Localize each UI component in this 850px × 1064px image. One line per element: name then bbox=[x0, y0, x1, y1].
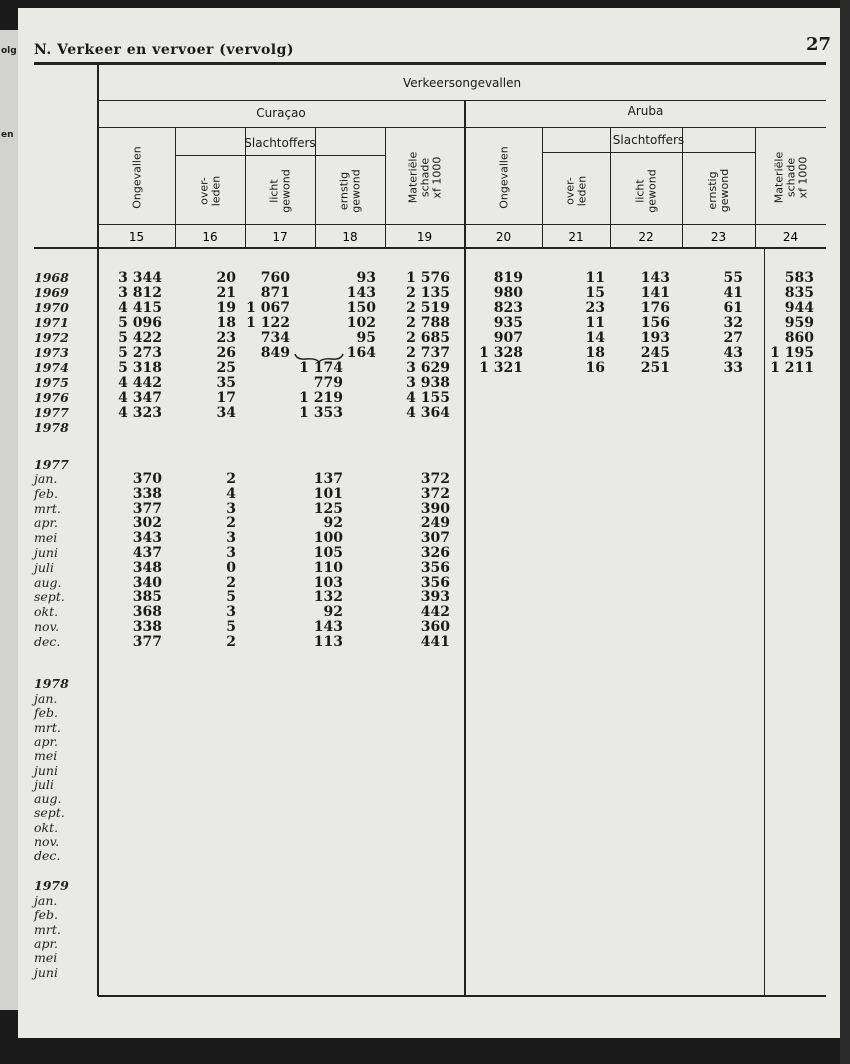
section-label-year: 1978 bbox=[34, 676, 69, 691]
table-cell: 17 bbox=[216, 390, 236, 406]
prev-page-fragment: olg bbox=[1, 46, 17, 56]
table-cell: 348 bbox=[132, 559, 162, 576]
table-cell: 25 bbox=[216, 360, 236, 376]
row-label-month: juni bbox=[34, 964, 58, 980]
header-verkeersongevallen: Verkeersongevallen bbox=[402, 76, 522, 90]
table-cell: 61 bbox=[723, 300, 743, 316]
row-label-year: 1972 bbox=[34, 330, 69, 345]
column-header-overleden: over- leden bbox=[197, 175, 222, 206]
table-cell: 150 bbox=[346, 300, 376, 316]
table-cell: 18 bbox=[585, 345, 605, 361]
column-number: 19 bbox=[416, 230, 433, 244]
table-cell: 245 bbox=[640, 345, 670, 361]
table-cell: 92 bbox=[323, 604, 343, 621]
row-label-year: 1975 bbox=[34, 375, 69, 390]
table-cell: 35 bbox=[216, 375, 236, 391]
column-header-ongevallen: Ongevallen bbox=[496, 145, 510, 209]
table-cell: 143 bbox=[313, 619, 343, 635]
table-cell: 251 bbox=[640, 360, 670, 376]
table-cell: 356 bbox=[420, 559, 450, 576]
column-header-licht: licht gewond bbox=[633, 168, 658, 213]
column-header-ernstig: ernstig gewond bbox=[337, 168, 362, 213]
row-label-month: mei bbox=[34, 748, 58, 764]
table-cell: 944 bbox=[784, 300, 814, 316]
row-label-month: dec. bbox=[34, 848, 61, 864]
table-cell: 15 bbox=[585, 285, 605, 301]
table-cell: 110 bbox=[313, 559, 343, 576]
rule bbox=[98, 127, 826, 128]
table-cell: 307 bbox=[420, 530, 450, 547]
table-cell: 26 bbox=[216, 345, 236, 361]
table-cell: 1 328 bbox=[479, 345, 523, 361]
column-header-licht: licht gewond bbox=[267, 168, 292, 213]
section-label-year: 1977 bbox=[34, 457, 69, 472]
row-label-month: mrt. bbox=[34, 500, 61, 516]
table-cell: 3 629 bbox=[406, 360, 450, 376]
table-cell: 4 bbox=[226, 485, 236, 502]
table-cell: 141 bbox=[640, 285, 670, 301]
table-cell: 372 bbox=[420, 471, 450, 487]
page-edge bbox=[840, 0, 850, 1064]
table-cell: 20 bbox=[216, 270, 236, 286]
table-cell: 3 938 bbox=[406, 375, 450, 391]
row-label-month: okt. bbox=[34, 604, 59, 620]
table-cell: 23 bbox=[216, 330, 236, 346]
table-cell: 27 bbox=[723, 330, 743, 346]
table-cell: 2 bbox=[226, 574, 236, 591]
table-cell: 959 bbox=[784, 315, 814, 331]
table-cell: 5 bbox=[226, 589, 236, 606]
table-cell: 92 bbox=[323, 515, 343, 532]
table-cell: 23 bbox=[585, 300, 605, 316]
row-label-month: apr. bbox=[34, 515, 59, 531]
header-slachtoffers-aruba: Slachtoffers bbox=[612, 133, 685, 147]
table-cell: 368 bbox=[132, 604, 162, 621]
header-aruba: Aruba bbox=[627, 104, 664, 118]
rule bbox=[98, 995, 826, 997]
previous-page-edge bbox=[0, 30, 19, 1010]
prev-page-fragment: en bbox=[1, 130, 14, 140]
row-label-month: juli bbox=[34, 559, 54, 575]
table-cell: 1 321 bbox=[479, 360, 523, 376]
table-cell: 360 bbox=[420, 619, 450, 635]
table-cell: 372 bbox=[420, 485, 450, 502]
table-cell: 2 bbox=[226, 471, 236, 487]
table-cell: 100 bbox=[313, 530, 343, 547]
table-cell: 385 bbox=[132, 589, 162, 606]
table-cell: 19 bbox=[216, 300, 236, 316]
table-cell: 935 bbox=[493, 315, 523, 331]
rule bbox=[98, 100, 826, 101]
rule bbox=[34, 62, 826, 65]
table-cell: 760 bbox=[260, 270, 290, 286]
column-number: 23 bbox=[710, 230, 727, 244]
table-cell: 4 442 bbox=[118, 375, 162, 391]
row-label-year: 1970 bbox=[34, 300, 69, 315]
row-label-month: juni bbox=[34, 545, 58, 560]
table-cell: 125 bbox=[313, 500, 343, 517]
table-cell: 3 bbox=[226, 500, 236, 517]
row-label-month: dec. bbox=[34, 633, 61, 649]
row-label-year: 1969 bbox=[34, 285, 69, 300]
table-cell: 18 bbox=[216, 315, 236, 331]
table-cell: 734 bbox=[260, 330, 290, 346]
table-cell: 4 323 bbox=[118, 405, 162, 421]
row-label-month: apr. bbox=[34, 733, 59, 749]
row-label-month: feb. bbox=[34, 907, 58, 923]
row-label-month: apr. bbox=[34, 935, 59, 951]
table-cell: 43 bbox=[723, 345, 743, 361]
table-cell: 93 bbox=[356, 270, 376, 286]
row-label-month: sept. bbox=[34, 589, 65, 605]
column-number: 18 bbox=[342, 230, 358, 244]
row-label-year: 1976 bbox=[34, 390, 69, 405]
table-cell: 176 bbox=[640, 300, 670, 316]
table-cell: 4 415 bbox=[118, 300, 162, 316]
table-cell: 1 219 bbox=[299, 390, 343, 406]
rule bbox=[542, 152, 755, 153]
table-cell: 143 bbox=[640, 270, 670, 286]
row-label-year: 1978 bbox=[34, 420, 69, 435]
table-cell: 193 bbox=[640, 330, 670, 346]
table-cell: 377 bbox=[132, 500, 162, 517]
table-cell: 1 122 bbox=[246, 315, 290, 331]
row-label-year: 1973 bbox=[34, 345, 69, 360]
table-cell: 2 519 bbox=[406, 300, 450, 316]
table-cell: 3 812 bbox=[118, 285, 162, 301]
table-cell: 101 bbox=[313, 485, 343, 502]
table-cell: 14 bbox=[585, 330, 605, 346]
table-cell: 343 bbox=[132, 530, 162, 547]
table-cell: 33 bbox=[723, 360, 743, 376]
column-number: 24 bbox=[782, 230, 799, 244]
table-cell: 103 bbox=[313, 574, 343, 591]
row-label-month: nov. bbox=[34, 834, 60, 849]
table-cell: 393 bbox=[420, 589, 450, 606]
table-cell: 1 211 bbox=[770, 360, 814, 376]
table-cell: 823 bbox=[493, 300, 523, 316]
row-label-year: 1974 bbox=[34, 360, 69, 375]
column-header-schade: Materiële schade xf 1000 bbox=[771, 151, 809, 203]
table-cell: 95 bbox=[356, 330, 376, 346]
table-cell: 860 bbox=[784, 330, 814, 346]
table-cell: 113 bbox=[313, 633, 343, 650]
row-label-month: nov. bbox=[34, 619, 60, 634]
table-cell: 5 096 bbox=[118, 315, 162, 331]
table-cell: 441 bbox=[420, 633, 450, 650]
table-cell: 102 bbox=[346, 315, 376, 331]
row-label-month: jan. bbox=[34, 691, 58, 706]
table-cell: 164 bbox=[346, 345, 376, 361]
table-cell: 2 788 bbox=[406, 315, 450, 331]
column-number: 20 bbox=[495, 230, 512, 244]
row-label-month: mrt. bbox=[34, 921, 61, 937]
table-cell: 143 bbox=[346, 285, 376, 301]
row-label-month: feb. bbox=[34, 705, 58, 721]
table-cell: 1 067 bbox=[246, 300, 290, 316]
table-cell: 390 bbox=[420, 500, 450, 517]
table-cell: 1 174 bbox=[299, 360, 343, 376]
table-cell: 356 bbox=[420, 574, 450, 591]
header-slachtoffers-curacao: Slachtoffers bbox=[244, 136, 316, 150]
rule bbox=[34, 247, 826, 249]
table-cell: 5 273 bbox=[118, 345, 162, 361]
row-label-month: aug. bbox=[34, 791, 62, 807]
row-label-month: mrt. bbox=[34, 719, 61, 735]
column-number: 21 bbox=[568, 230, 584, 244]
table-cell: 1 195 bbox=[770, 345, 814, 361]
table-cell: 442 bbox=[420, 604, 450, 621]
row-label-year: 1977 bbox=[34, 405, 69, 420]
row-label-month: sept. bbox=[34, 805, 65, 821]
table-cell: 871 bbox=[260, 285, 290, 301]
table-cell: 32 bbox=[723, 315, 743, 331]
table-cell: 2 685 bbox=[406, 330, 450, 346]
table-cell: 11 bbox=[585, 270, 605, 286]
table-cell: 41 bbox=[723, 285, 743, 301]
column-header-schade: Materiële schade xf 1000 bbox=[405, 151, 443, 203]
table-cell: 5 422 bbox=[118, 330, 162, 346]
table-cell: 779 bbox=[313, 375, 343, 391]
column-number: 22 bbox=[638, 230, 654, 244]
page-title: N. Verkeer en vervoer (vervolg) bbox=[34, 42, 295, 58]
table-cell: 326 bbox=[420, 545, 450, 561]
table-cell: 437 bbox=[132, 545, 162, 561]
table-cell: 583 bbox=[784, 270, 814, 286]
header-curacao: Curaçao bbox=[256, 106, 306, 120]
row-label-month: aug. bbox=[34, 574, 62, 590]
table-cell: 105 bbox=[313, 545, 343, 561]
table-cell: 1 353 bbox=[299, 405, 343, 421]
column-header-ernstig: ernstig gewond bbox=[705, 168, 731, 213]
table-cell: 302 bbox=[132, 515, 162, 532]
table-cell: 849 bbox=[260, 345, 290, 361]
table-cell: 3 344 bbox=[118, 270, 162, 286]
table-cell: 5 318 bbox=[118, 360, 162, 376]
table-cell: 2 bbox=[226, 633, 236, 650]
table-cell: 137 bbox=[313, 471, 343, 487]
table-cell: 1 576 bbox=[406, 270, 450, 286]
row-label-month: mei bbox=[34, 950, 58, 966]
row-label-month: mei bbox=[34, 530, 58, 546]
table-cell: 3 bbox=[226, 604, 236, 621]
table-cell: 4 364 bbox=[406, 405, 450, 421]
row-label-year: 1968 bbox=[34, 270, 69, 285]
table-cell: 156 bbox=[640, 315, 670, 331]
table-cell: 132 bbox=[313, 589, 343, 606]
table-cell: 3 bbox=[226, 530, 236, 547]
page-number: 27 bbox=[806, 34, 832, 55]
table-cell: 55 bbox=[723, 270, 743, 286]
column-number: 15 bbox=[128, 230, 145, 244]
table-cell: 0 bbox=[226, 559, 236, 576]
table-cell: 16 bbox=[585, 360, 605, 376]
table-cell: 5 bbox=[226, 619, 236, 635]
table-cell: 3 bbox=[226, 545, 236, 561]
table-cell: 907 bbox=[493, 330, 523, 346]
column-number: 17 bbox=[272, 230, 288, 244]
column-header-ongevallen: Ongevallen bbox=[129, 145, 143, 209]
table-cell: 819 bbox=[493, 270, 523, 286]
table-cell: 377 bbox=[132, 633, 162, 650]
table-cell: 2 135 bbox=[406, 285, 450, 301]
table-cell: 4 347 bbox=[118, 390, 162, 406]
row-label-month: okt. bbox=[34, 819, 59, 835]
table-cell: 338 bbox=[132, 485, 162, 502]
table-cell: 835 bbox=[784, 285, 814, 301]
table-cell: 2 bbox=[226, 515, 236, 532]
row-label-month: jan. bbox=[34, 471, 58, 486]
table-cell: 338 bbox=[132, 619, 162, 635]
column-number: 16 bbox=[202, 230, 218, 244]
table-cell: 370 bbox=[132, 471, 162, 487]
column-header-overleden: over- leden bbox=[563, 175, 588, 206]
table-cell: 4 155 bbox=[406, 390, 450, 406]
table-cell: 980 bbox=[493, 285, 523, 301]
table-cell: 21 bbox=[216, 285, 236, 301]
row-label-month: juli bbox=[34, 776, 54, 792]
rule bbox=[175, 155, 385, 156]
row-label-month: juni bbox=[34, 762, 58, 778]
table-cell: 249 bbox=[420, 515, 450, 532]
section-label-year: 1979 bbox=[34, 878, 69, 893]
table-cell: 11 bbox=[585, 315, 605, 331]
row-label-year: 1971 bbox=[34, 315, 69, 330]
table-cell: 2 737 bbox=[406, 345, 450, 361]
row-label-month: feb. bbox=[34, 485, 58, 501]
row-label-month: jan. bbox=[34, 893, 58, 908]
table-cell: 34 bbox=[216, 405, 236, 421]
table-cell: 340 bbox=[132, 574, 162, 591]
